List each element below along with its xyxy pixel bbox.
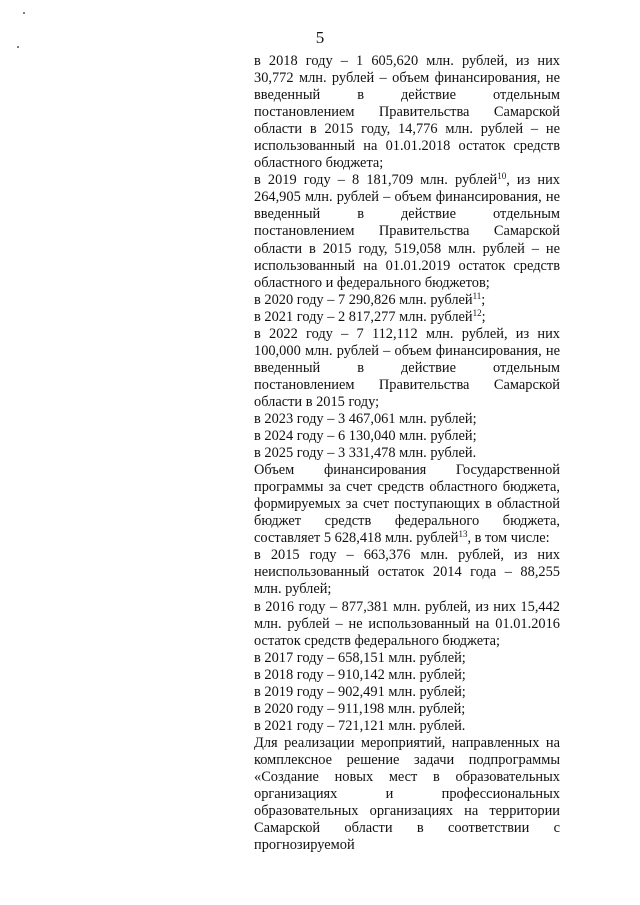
scan-speck <box>23 12 25 14</box>
page-number: 5 <box>315 28 325 47</box>
paragraph <box>254 667 560 684</box>
paragraph-text: в 2018 году – 1 605,620 млн. рублей, из них 30,772 млн. рублей – объем финансирования, не введенный в действие отдельным постановлением Правительства Самарской области в 2015 году, 14,776 млн. рублей – не использованный на 01.01.2018 остаток средств областного бюджета; <box>254 53 560 172</box>
paragraph-text: в 2025 году – 3 331,478 млн. рублей. <box>254 445 477 462</box>
paragraph-text: , в том числе: <box>467 530 550 547</box>
paragraph-text: в 2020 году – 911,198 млн. рублей; <box>254 700 466 717</box>
paragraph-text: Объем финансирования Государственной программы за счет средств областного бюджета, формируемых за счет поступающих в областной бюджет средств федерального бюджета, составляет 5 628,418 млн. рублей <box>254 462 560 547</box>
document-body <box>254 53 560 854</box>
paragraph-text: в 2022 году – 7 112,112 млн. рублей, из них 100,000 млн. рублей – объем финансирования, не введенный в действие отдельным постановлением Правительства Самарской области в 2015 году; <box>254 325 560 410</box>
paragraph-text: Для реализации мероприятий, направленных на комплексное решение задачи подпрограммы «Создание новых мест в образовательных организациях и профессиональных образовательных организациях на территории Самарской области в соответствии с прогнозируемой <box>254 734 560 854</box>
paragraph <box>254 445 560 462</box>
paragraph <box>254 735 560 854</box>
paragraph <box>254 701 560 718</box>
paragraph <box>254 462 560 547</box>
paragraph <box>254 650 560 667</box>
paragraph <box>254 292 560 309</box>
paragraph-text: в 2020 году – 7 290,826 млн. рублей <box>254 291 473 308</box>
paragraph <box>254 718 560 735</box>
paragraph-text: в 2016 году – 877,381 млн. рублей, из них 15,442 млн. рублей – не использованный на 01.01.2016 остаток средств федерального бюджета; <box>254 598 560 649</box>
paragraph-text: в 2019 году – 8 181,709 млн. рублей <box>254 172 498 189</box>
paragraph <box>254 53 560 172</box>
paragraph <box>254 428 560 445</box>
paragraph <box>254 684 560 701</box>
paragraph <box>254 309 560 326</box>
footnote-ref: 11 <box>472 290 482 301</box>
paragraph-text: в 2017 году – 658,151 млн. рублей; <box>254 649 466 666</box>
paragraph-text: в 2018 году – 910,142 млн. рублей; <box>254 666 466 683</box>
paragraph-text: в 2015 году – 663,376 млн. рублей, из них неиспользованный остаток 2014 года – 88,255 млн. рублей; <box>254 547 560 598</box>
paragraph <box>254 411 560 428</box>
paragraph-text: в 2023 году – 3 467,061 млн. рублей; <box>254 410 477 427</box>
footnote-ref: 13 <box>458 529 468 540</box>
footnote-ref: 10 <box>497 171 507 182</box>
paragraph-text: в 2021 году – 721,121 млн. рублей. <box>254 717 466 734</box>
paragraph <box>254 172 560 291</box>
paragraph <box>254 547 560 598</box>
paragraph <box>254 599 560 650</box>
paragraph-text: ; <box>481 291 486 308</box>
footnote-ref: 12 <box>472 307 482 318</box>
paragraph-text: , из них 264,905 млн. рублей – объем финансирования, не введенный в действие отдельным постановлением Правительства Самарской области в 2015 году, 519,058 млн. рублей – не использованный на 01.01.2019 остаток средств областного и федерального бюджетов; <box>254 172 561 291</box>
paragraph-text: в 2021 году – 2 817,277 млн. рублей <box>254 308 473 325</box>
paragraph <box>254 326 560 411</box>
paragraph-text: ; <box>481 308 486 325</box>
paragraph-text: в 2024 году – 6 130,040 млн. рублей; <box>254 428 477 445</box>
paragraph-text: в 2019 году – 902,491 млн. рублей; <box>254 683 466 700</box>
